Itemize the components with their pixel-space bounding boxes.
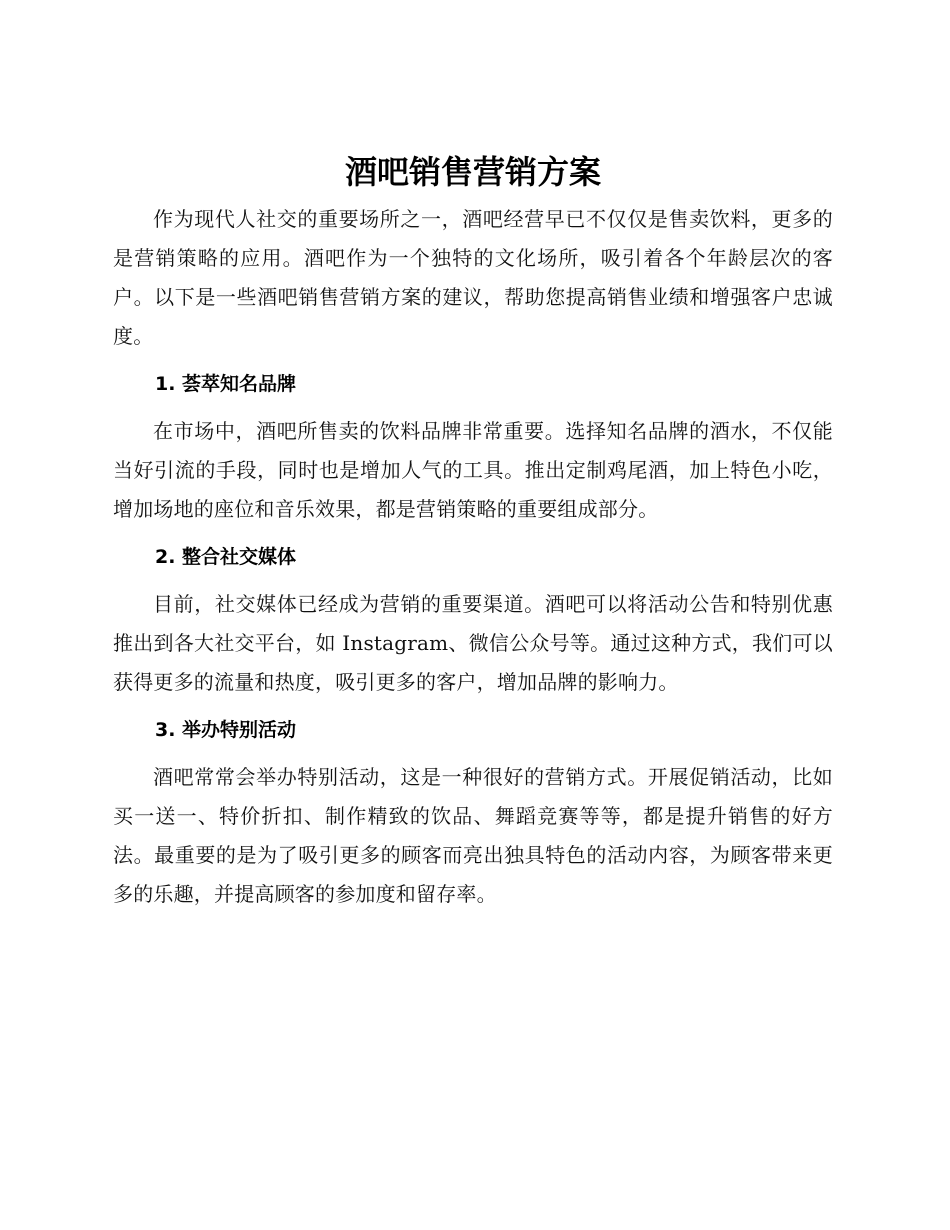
section-paragraph-1: 在市场中，酒吧所售卖的饮料品牌非常重要。选择知名品牌的酒水，不仅能当好引流的手段，同时也是增加人气的工具。推出定制鸡尾酒，加上特色小吃，增加场地的座位和音乐效果，都是营销策略的重要组成部分。: [113, 419, 833, 521]
document-body: [113, 200, 833, 914]
section-heading-2: 2. 整合社交媒体: [155, 546, 297, 568]
section-paragraph-2: 目前，社交媒体已经成为营销的重要渠道。酒吧可以将活动公告和特别优惠推出到各大社交平台，如 Instagram、微信公众号等。通过这种方式，我们可以获得更多的流量和热度，吸引更多的客户，增加品牌的影响力。: [113, 592, 833, 694]
document-title: 酒吧销售营销方案: [344, 153, 601, 191]
section-paragraph-3: 酒吧常常会举办特别活动，这是一种很好的营销方式。开展促销活动，比如买一送一、特价折扣、制作精致的饮品、舞蹈竞赛等等，都是提升销售的好方法。最重要的是为了吸引更多的顾客而亮出独具特色的活动内容，为顾客带来更多的乐趣，并提高顾客的参加度和留存率。: [113, 765, 833, 906]
section-heading-1: 1. 荟萃知名品牌: [155, 373, 297, 395]
intro-paragraph: 作为现代人社交的重要场所之一，酒吧经营早已不仅仅是售卖饮料，更多的是营销策略的应用。酒吧作为一个独特的文化场所，吸引着各个年龄层次的客户。以下是一些酒吧销售营销方案的建议，帮助您提高销售业绩和增强客户忠诚度。: [113, 207, 833, 348]
section-heading-3: 3. 举办特别活动: [155, 719, 297, 741]
